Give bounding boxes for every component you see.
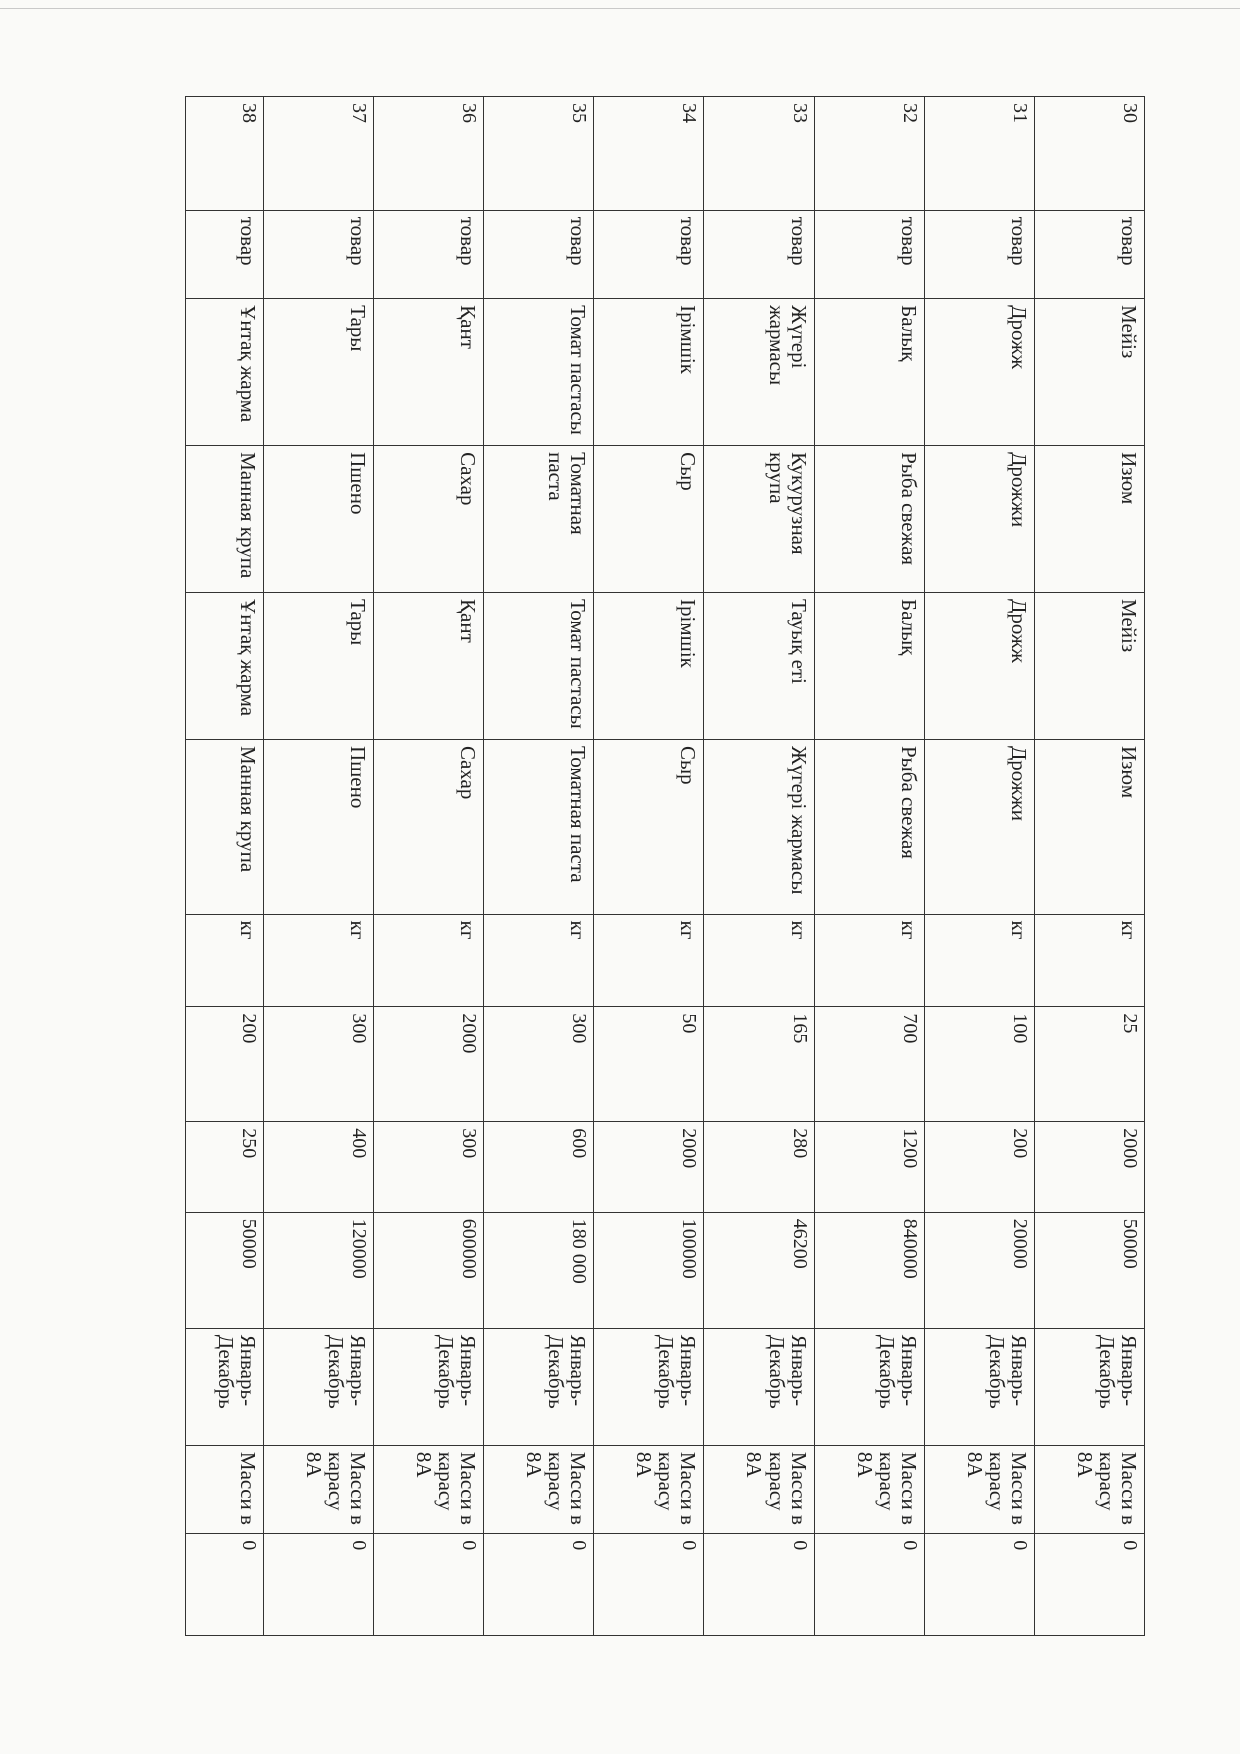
cell-quantity: 300 xyxy=(263,1007,373,1122)
cell-name-kazakh: Балық xyxy=(814,299,924,446)
cell-item-type: товар xyxy=(594,210,704,298)
cell-unit: кг xyxy=(484,914,594,1007)
cell-delivery-period: Январь-Декабрь xyxy=(374,1328,484,1445)
cell-delivery-period: Январь-Декабрь xyxy=(1034,1328,1144,1445)
table-row xyxy=(484,97,594,1636)
cell-row-number: 31 xyxy=(924,97,1034,211)
cell-advance-payment: 0 xyxy=(263,1534,373,1636)
cell-name-kazakh: Тары xyxy=(263,299,373,446)
cell-row-number: 30 xyxy=(1034,97,1144,211)
cell-name-russian-2: Рыба свежая xyxy=(814,739,924,914)
table-row xyxy=(186,97,264,1636)
cell-item-type: товар xyxy=(924,210,1034,298)
cell-item-type: товар xyxy=(1034,210,1144,298)
cell-unit-price: 2000 xyxy=(594,1122,704,1213)
cell-name-russian: Пшено xyxy=(263,446,373,593)
cell-name-russian: Кукурузная крупа xyxy=(704,446,814,593)
cell-row-number: 32 xyxy=(814,97,924,211)
cell-unit: кг xyxy=(263,914,373,1007)
cell-name-kazakh: Томат пастасы xyxy=(484,299,594,446)
cell-advance-payment: 0 xyxy=(374,1534,484,1636)
cell-delivery-place: Масси в карасу 8А xyxy=(704,1445,814,1533)
cell-name-russian: Дрожжи xyxy=(924,446,1034,593)
cell-quantity: 700 xyxy=(814,1007,924,1122)
cell-delivery-period: Январь-Декабрь xyxy=(186,1328,264,1445)
cell-unit-price: 300 xyxy=(374,1122,484,1213)
cell-item-type: товар xyxy=(263,210,373,298)
cell-total-sum: 50000 xyxy=(1034,1212,1144,1328)
cell-name-russian: Томатная паста xyxy=(484,446,594,593)
cell-delivery-place: Масси в xyxy=(186,1445,264,1533)
cell-quantity: 2000 xyxy=(374,1007,484,1122)
cell-name-russian-2: Сыр xyxy=(594,739,704,914)
cell-total-sum: 600000 xyxy=(374,1212,484,1328)
cell-item-type: товар xyxy=(814,210,924,298)
cell-row-number: 33 xyxy=(704,97,814,211)
cell-total-sum: 120000 xyxy=(263,1212,373,1328)
cell-name-kazakh-2: Ұнтақ жарма xyxy=(186,593,264,740)
cell-row-number: 35 xyxy=(484,97,594,211)
cell-advance-payment: 0 xyxy=(484,1534,594,1636)
cell-delivery-place: Масси в карасу 8А xyxy=(374,1445,484,1533)
cell-advance-payment: 0 xyxy=(704,1534,814,1636)
cell-quantity: 25 xyxy=(1034,1007,1144,1122)
cell-unit: кг xyxy=(594,914,704,1007)
rotated-table-wrapper xyxy=(185,96,1145,1636)
procurement-table xyxy=(185,96,1145,1636)
cell-quantity: 50 xyxy=(594,1007,704,1122)
cell-delivery-period: Январь-Декабрь xyxy=(814,1328,924,1445)
cell-item-type: товар xyxy=(704,210,814,298)
cell-total-sum: 46200 xyxy=(704,1212,814,1328)
cell-name-kazakh-2: Ірімшік xyxy=(594,593,704,740)
cell-delivery-place: Масси в карасу 8А xyxy=(484,1445,594,1533)
cell-delivery-period: Январь-Декабрь xyxy=(594,1328,704,1445)
cell-name-kazakh: Мейіз xyxy=(1034,299,1144,446)
table-row xyxy=(1034,97,1144,1636)
cell-name-russian: Изюм xyxy=(1034,446,1144,593)
cell-delivery-place: Масси в карасу 8А xyxy=(263,1445,373,1533)
table-row xyxy=(263,97,373,1636)
table-row xyxy=(814,97,924,1636)
cell-name-kazakh: Ірімшік xyxy=(594,299,704,446)
cell-name-russian-2: Жүгері жармасы xyxy=(704,739,814,914)
cell-advance-payment: 0 xyxy=(1034,1534,1144,1636)
cell-advance-payment: 0 xyxy=(814,1534,924,1636)
cell-row-number: 37 xyxy=(263,97,373,211)
cell-name-kazakh-2: Тары xyxy=(263,593,373,740)
cell-total-sum: 180 000 xyxy=(484,1212,594,1328)
cell-delivery-place: Масси в карасу 8А xyxy=(1034,1445,1144,1533)
cell-item-type: товар xyxy=(374,210,484,298)
table-row xyxy=(374,97,484,1636)
cell-row-number: 38 xyxy=(186,97,264,211)
cell-name-kazakh: Дрожж xyxy=(924,299,1034,446)
cell-name-kazakh-2: Томат пастасы xyxy=(484,593,594,740)
cell-unit-price: 250 xyxy=(186,1122,264,1213)
cell-delivery-period: Январь-Декабрь xyxy=(484,1328,594,1445)
cell-name-russian-2: Изюм xyxy=(1034,739,1144,914)
table-row xyxy=(924,97,1034,1636)
cell-name-kazakh-2: Балық xyxy=(814,593,924,740)
cell-unit-price: 200 xyxy=(924,1122,1034,1213)
cell-unit: кг xyxy=(186,914,264,1007)
cell-name-kazakh: Ұнтақ жарма xyxy=(186,299,264,446)
cell-advance-payment: 0 xyxy=(594,1534,704,1636)
cell-delivery-place: Масси в карасу 8А xyxy=(924,1445,1034,1533)
table-row xyxy=(704,97,814,1636)
cell-unit: кг xyxy=(374,914,484,1007)
cell-quantity: 300 xyxy=(484,1007,594,1122)
cell-total-sum: 840000 xyxy=(814,1212,924,1328)
cell-quantity: 165 xyxy=(704,1007,814,1122)
cell-delivery-place: Масси в карасу 8А xyxy=(594,1445,704,1533)
cell-total-sum: 100000 xyxy=(594,1212,704,1328)
cell-name-kazakh-2: Тауық еті xyxy=(704,593,814,740)
cell-delivery-place: Масси в карасу 8А xyxy=(814,1445,924,1533)
cell-unit: кг xyxy=(924,914,1034,1007)
cell-unit: кг xyxy=(1034,914,1144,1007)
table-row xyxy=(594,97,704,1636)
cell-name-russian: Сахар xyxy=(374,446,484,593)
cell-name-kazakh: Қант xyxy=(374,299,484,446)
cell-name-kazakh-2: Дрожж xyxy=(924,593,1034,740)
cell-item-type: товар xyxy=(484,210,594,298)
cell-name-russian: Сыр xyxy=(594,446,704,593)
cell-unit-price: 2000 xyxy=(1034,1122,1144,1213)
cell-name-kazakh-2: Мейіз xyxy=(1034,593,1144,740)
cell-name-russian-2: Пшено xyxy=(263,739,373,914)
cell-unit-price: 1200 xyxy=(814,1122,924,1213)
cell-advance-payment: 0 xyxy=(186,1534,264,1636)
cell-name-russian: Манная крупа xyxy=(186,446,264,593)
cell-total-sum: 20000 xyxy=(924,1212,1034,1328)
cell-quantity: 100 xyxy=(924,1007,1034,1122)
cell-unit-price: 600 xyxy=(484,1122,594,1213)
cell-name-russian-2: Манная крупа xyxy=(186,739,264,914)
cell-delivery-period: Январь-Декабрь xyxy=(263,1328,373,1445)
cell-name-russian-2: Дрожжи xyxy=(924,739,1034,914)
cell-name-russian-2: Томатная паста xyxy=(484,739,594,914)
cell-total-sum: 50000 xyxy=(186,1212,264,1328)
cell-name-kazakh-2: Қант xyxy=(374,593,484,740)
cell-item-type: товар xyxy=(186,210,264,298)
table-body xyxy=(186,97,1145,1636)
cell-name-russian-2: Сахар xyxy=(374,739,484,914)
cell-row-number: 36 xyxy=(374,97,484,211)
cell-advance-payment: 0 xyxy=(924,1534,1034,1636)
cell-unit: кг xyxy=(704,914,814,1007)
cell-unit-price: 280 xyxy=(704,1122,814,1213)
cell-row-number: 34 xyxy=(594,97,704,211)
cell-unit-price: 400 xyxy=(263,1122,373,1213)
cell-name-kazakh: Жүгері жармасы xyxy=(704,299,814,446)
cell-delivery-period: Январь-Декабрь xyxy=(704,1328,814,1445)
cell-unit: кг xyxy=(814,914,924,1007)
cell-name-russian: Рыба свежая xyxy=(814,446,924,593)
cell-quantity: 200 xyxy=(186,1007,264,1122)
cell-delivery-period: Январь-Декабрь xyxy=(924,1328,1034,1445)
